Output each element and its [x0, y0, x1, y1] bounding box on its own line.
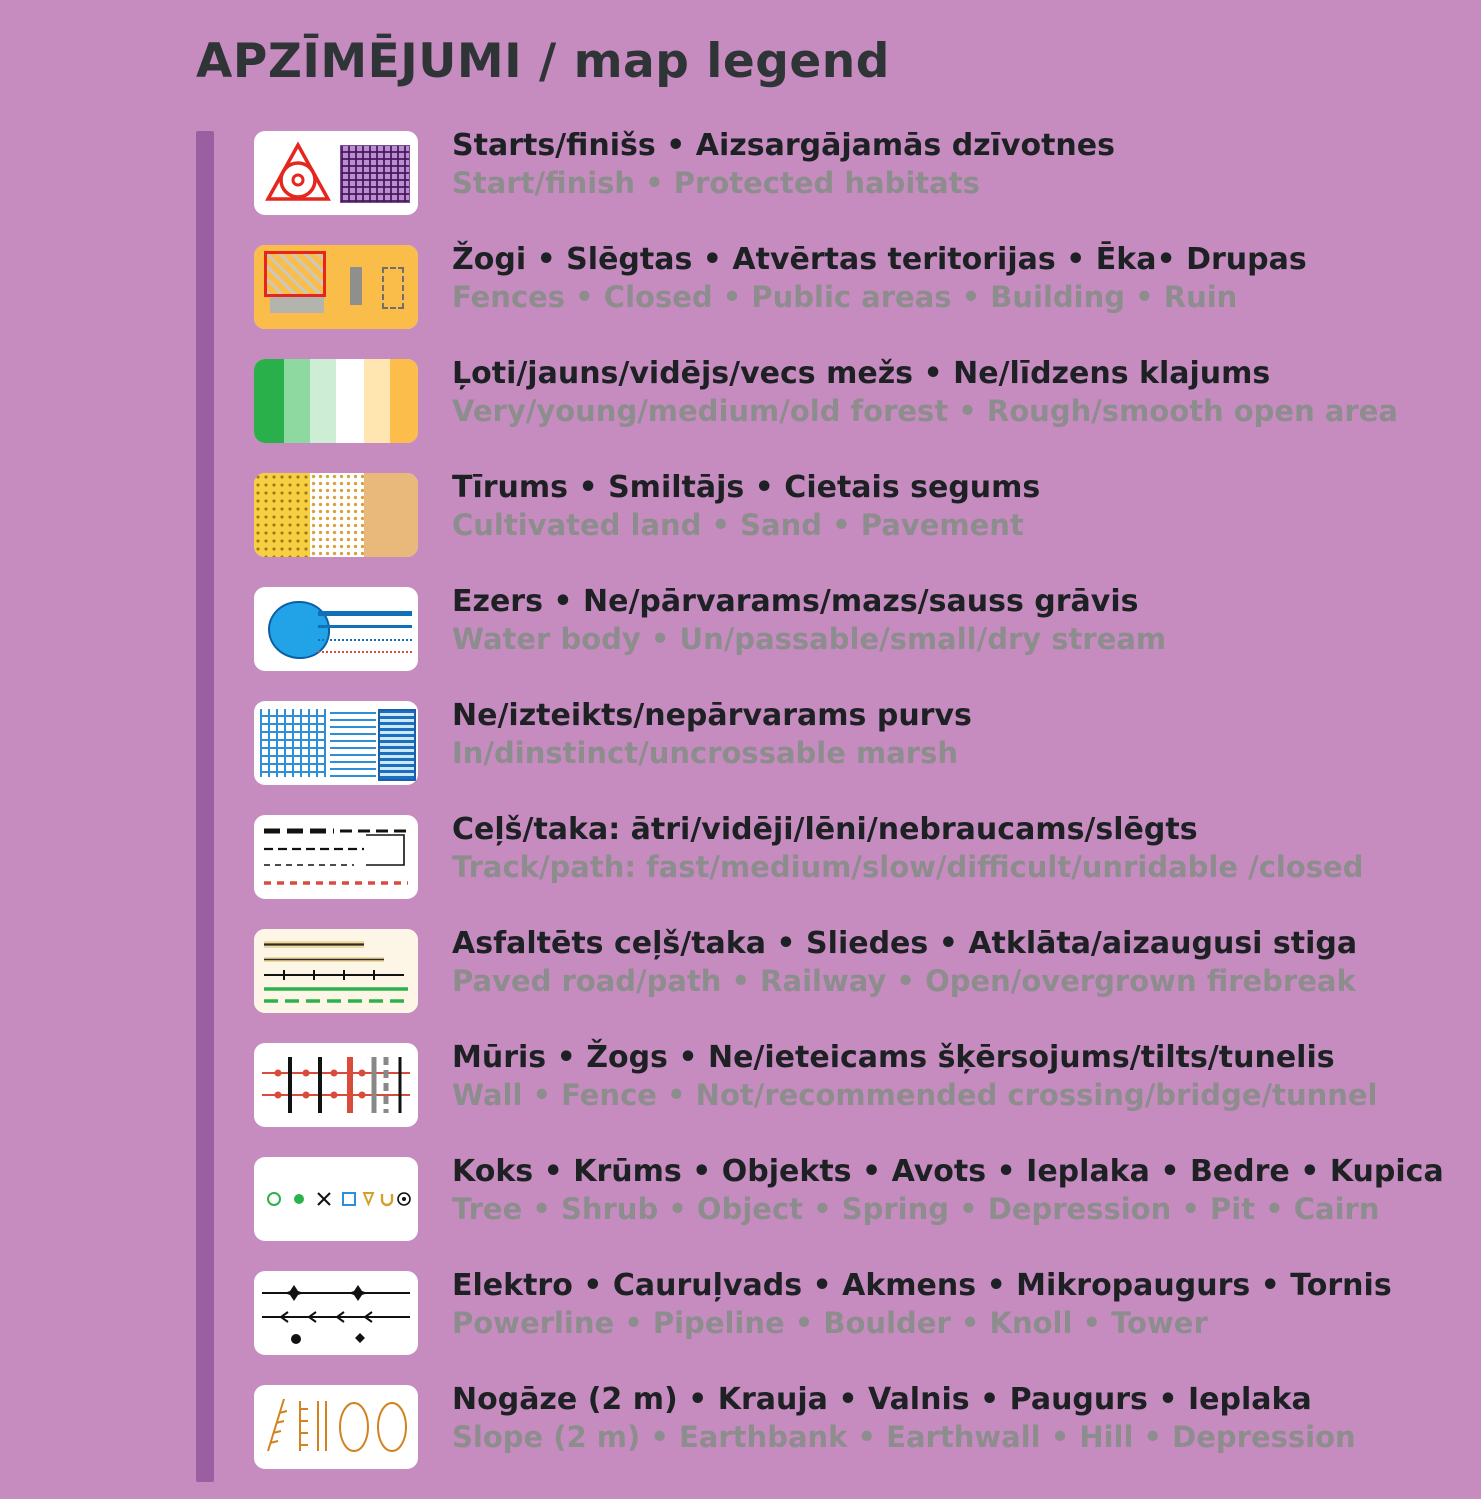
- legend-row-labels: [452, 355, 1452, 431]
- marsh-icon: [330, 709, 376, 777]
- wall-fence-crossing-icon: [254, 1043, 418, 1127]
- start-finish-protected-habitat-symbols: [254, 131, 418, 215]
- forest-density-open-area-bands: [254, 359, 418, 443]
- slope-earthbank-earthwall-hill-depression-symbols: [254, 1385, 418, 1469]
- legend-row-labels: [452, 1381, 1452, 1457]
- pavement-pattern: [364, 473, 418, 557]
- legend-label-en: Paved road/path • Railway • Open/overgrown firebreak: [452, 964, 1356, 999]
- legend-label-en: In/dinstinct/uncrossable marsh: [452, 736, 958, 771]
- point-feature-symbols: [254, 1157, 418, 1241]
- band-young-forest: [284, 359, 310, 443]
- band-old-forest: [336, 359, 364, 443]
- legend-label-en: Start/finish • Protected habitats: [452, 166, 980, 201]
- ruin-icon: [382, 267, 404, 309]
- building-rect-icon: [350, 267, 362, 305]
- legend-row-labels: [452, 697, 1452, 773]
- legend-label-en: Powerline • Pipeline • Boulder • Knoll • Tower: [452, 1306, 1208, 1341]
- powerline-pipeline-icon: [254, 1271, 418, 1355]
- paved-road-lines-icon: [254, 929, 418, 1013]
- band-medium-forest: [310, 359, 336, 443]
- legend-row: [254, 812, 1454, 929]
- indistinct-marsh-icon: [260, 709, 326, 777]
- page-title: APZĪMĒJUMI / map legend: [196, 34, 890, 89]
- legend-label-lv: Nogāze (2 m) • Krauja • Valnis • Paugurs • Ieplaka: [452, 1382, 1312, 1417]
- legend-label-lv: Žogi • Slēgtas • Atvērtas teritorijas • Ēka• Drupas: [452, 242, 1307, 277]
- paved-road-railway-firebreak-symbols: [254, 929, 418, 1013]
- legend-row-labels: [452, 1267, 1452, 1343]
- passable-stream-icon: [318, 625, 412, 628]
- legend-label-lv: Tīrums • Smiltājs • Cietais segums: [452, 470, 1041, 505]
- uncrossable-marsh-icon: [378, 709, 416, 781]
- legend-row: [254, 584, 1454, 701]
- legend-label-lv: Koks • Krūms • Objekts • Avots • Ieplaka • Bedre • Kupica: [452, 1154, 1444, 1189]
- uncrossable-stream-icon: [318, 611, 412, 616]
- start-triangle-icon: [262, 137, 334, 209]
- legend-row: [254, 356, 1454, 473]
- legend-row: [254, 698, 1454, 815]
- legend-row: [254, 1154, 1454, 1271]
- slope-earthbank-icon: [254, 1385, 418, 1469]
- cultivated-land-pattern: [254, 473, 310, 557]
- point-symbols-icon: [254, 1157, 418, 1241]
- band-rough-open-area: [364, 359, 390, 443]
- legend-label-lv: Ceļš/taka: ātri/vidēji/lēni/nebraucams/slēgts: [452, 812, 1198, 847]
- legend-row: [254, 926, 1454, 1043]
- water-body-stream-symbols: [254, 587, 418, 671]
- legend-row-labels: [452, 1039, 1452, 1115]
- legend-label-en: Track/path: fast/medium/slow/difficult/unridable /closed: [452, 850, 1364, 885]
- legend-label-lv: Starts/finišs • Aizsargājamās dzīvotnes: [452, 128, 1115, 163]
- legend-label-en: Very/young/medium/old forest • Rough/smooth open area: [452, 394, 1398, 429]
- legend-row-labels: [452, 925, 1452, 1001]
- legend-row: [254, 242, 1454, 359]
- legend-label-en: Water body • Un/passable/small/dry stream: [452, 622, 1167, 657]
- legend-row-labels: [452, 583, 1452, 659]
- legend-row-labels: [452, 241, 1452, 317]
- protected-habitat-icon: [340, 145, 410, 203]
- legend-label-en: Tree • Shrub • Object • Spring • Depression • Pit • Cairn: [452, 1192, 1380, 1227]
- marsh-symbols: [254, 701, 418, 785]
- sand-pattern: [310, 473, 364, 557]
- legend-row: [254, 1040, 1454, 1157]
- small-stream-icon: [318, 639, 412, 641]
- legend-row-labels: [452, 127, 1452, 203]
- cultivated-sand-pavement-patterns: [254, 473, 418, 557]
- legend-label-en: Cultivated land • Sand • Pavement: [452, 508, 1024, 543]
- legend-label-lv: Ezers • Ne/pārvarams/mazs/sauss grāvis: [452, 584, 1139, 619]
- legend-label-lv: Asfaltēts ceļš/taka • Sliedes • Atklāta/aizaugusi stiga: [452, 926, 1358, 961]
- legend-label-lv: Ļoti/jauns/vidējs/vecs mežs • Ne/līdzens klajums: [452, 356, 1271, 391]
- powerline-pipeline-boulder-knoll-tower-symbols: [254, 1271, 418, 1355]
- legend-label-lv: Elektro • Cauruļvads • Akmens • Mikropaugurs • Tornis: [452, 1268, 1392, 1303]
- band-smooth-open-area: [390, 359, 418, 443]
- fences-closed-public-building-ruin-symbols: [254, 245, 418, 329]
- wall-fence-crossing-bridge-tunnel-symbols: [254, 1043, 418, 1127]
- track-path-lines-icon: [254, 815, 418, 899]
- band-very-dense-forest: [254, 359, 284, 443]
- accent-rail: [196, 131, 214, 1482]
- legend-label-en: Wall • Fence • Not/recommended crossing/bridge/tunnel: [452, 1078, 1378, 1113]
- legend-label-lv: Ne/izteikts/nepārvarams purvs: [452, 698, 972, 733]
- track-path-line-symbols: [254, 815, 418, 899]
- legend-row-labels: [452, 811, 1452, 887]
- legend-row: [254, 470, 1454, 587]
- legend-rows: [254, 128, 1454, 1499]
- closed-area-icon: [264, 251, 326, 297]
- legend-row-labels: [452, 1153, 1452, 1229]
- legend-label-en: Slope (2 m) • Earthbank • Earthwall • Hill • Depression: [452, 1420, 1356, 1455]
- dry-stream-icon: [318, 651, 412, 653]
- legend-label-en: Fences • Closed • Public areas • Building • Ruin: [452, 280, 1238, 315]
- legend-row: [254, 128, 1454, 245]
- legend-label-lv: Mūris • Žogs • Ne/ieteicams šķērsojums/tilts/tunelis: [452, 1040, 1335, 1075]
- legend-row-labels: [452, 469, 1452, 545]
- legend-row: [254, 1268, 1454, 1385]
